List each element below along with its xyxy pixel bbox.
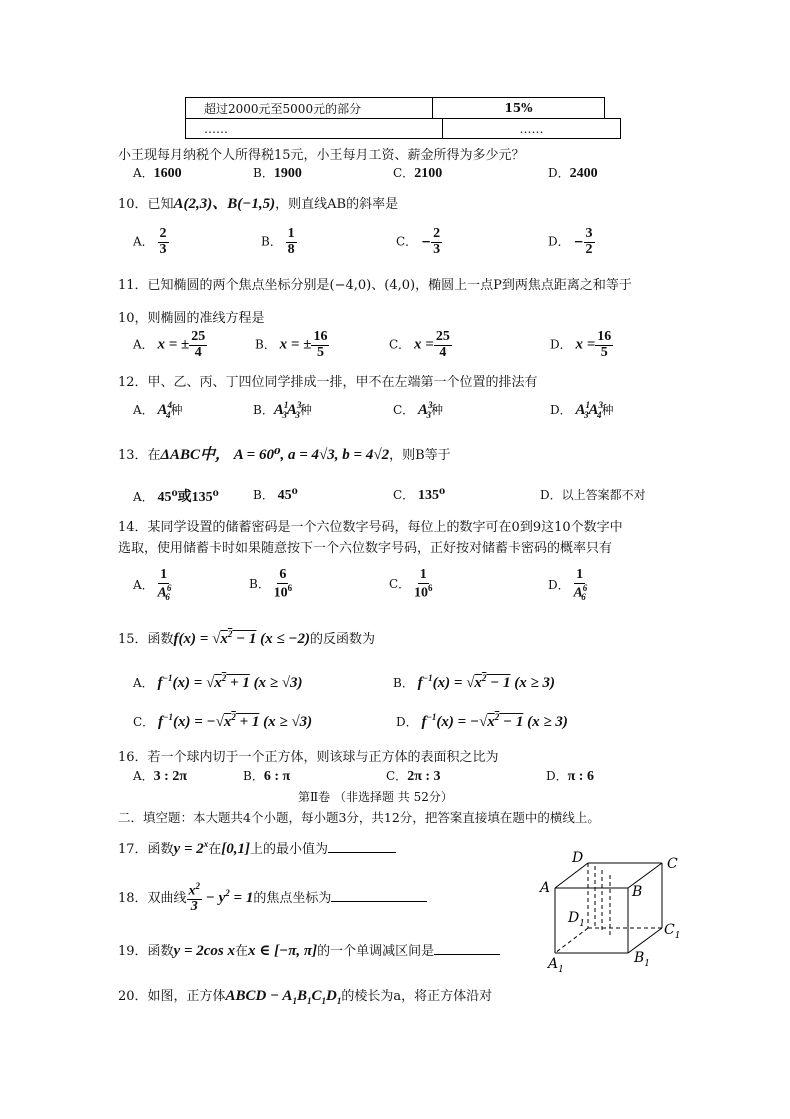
- q10-option-c[interactable]: C． − $\frac{2}{3}$: [396, 226, 441, 257]
- q9-option-c[interactable]: [393, 164, 442, 182]
- option-letter: B．: [243, 769, 264, 783]
- option-letter: B．: [253, 166, 274, 180]
- option-value: 1900: [273, 166, 302, 181]
- fraction: $\frac{1}{A^6_6}$: [573, 567, 588, 603]
- cube-figure: [530, 848, 690, 973]
- q15-prefix: 15．函数: [118, 632, 174, 647]
- q12-stem: 12．甲、乙、丙、丁四位同学排成一排，甲不在左端第一个位置的排法有: [118, 375, 538, 390]
- numerator: 3: [585, 226, 593, 241]
- numerator: 16: [313, 329, 328, 344]
- option-letter: C．: [393, 403, 415, 417]
- option-value: 1600: [153, 166, 182, 181]
- q17-answer-blank[interactable]: [328, 852, 396, 853]
- q10-option-b[interactable]: [261, 227, 297, 257]
- q11-option-b[interactable]: B． x = ± $\frac{16}{5}$: [255, 329, 328, 360]
- q12-option-b[interactable]: B．$A^1_3A^3_3$种: [253, 400, 312, 420]
- table-cell-rate-1: [432, 97, 605, 119]
- q16-stem: 16．若一个球内切于一个正方体，则该球与正方体的表面积之比为: [118, 750, 499, 765]
- numerator: 2: [159, 226, 167, 241]
- q19-prefix: 19．函数: [118, 944, 174, 959]
- option-letter: D．: [550, 337, 572, 352]
- option-value: 3 : 2π: [153, 769, 188, 784]
- option-letter: A．: [133, 676, 154, 690]
- section2-title: 第Ⅱ卷 （非选择题 共 52分）: [298, 790, 453, 804]
- label-A1: $A_1$: [548, 956, 564, 973]
- q12-option-a[interactable]: A． $A^4_4$种: [133, 400, 183, 420]
- q10-stem: [118, 192, 398, 213]
- q16-option-b[interactable]: [243, 767, 290, 785]
- q15-option-a[interactable]: A． $f^{-1}(x) = √x^2 + 1$ (x ≥ √3): [133, 673, 303, 691]
- option-letter: A．: [133, 337, 154, 352]
- denominator: 4: [194, 344, 202, 360]
- denominator: 8: [287, 241, 295, 257]
- q9-stem: 小王现每月纳税个人所得税15元，小王每月工资、薪金所得为多少元？: [118, 148, 525, 163]
- q11-option-a[interactable]: A． x = ± $\frac{25}{4}$: [133, 329, 206, 360]
- option-unit: 种: [601, 403, 614, 417]
- denominator: 5: [600, 344, 608, 360]
- q20-prefix: 20．如图，正方体: [118, 989, 226, 1004]
- label-D: D: [572, 850, 584, 866]
- denominator: 2: [585, 241, 593, 257]
- q13-prefix: 13．在: [118, 448, 161, 463]
- option-letter: D．: [548, 234, 570, 249]
- q9-option-b[interactable]: [253, 164, 302, 182]
- q18-prefix: 18．双曲线: [118, 891, 187, 907]
- table-cell-range-1: [185, 97, 433, 119]
- option-value: π : 6: [567, 769, 594, 784]
- label-B1: $B_1$: [634, 950, 651, 969]
- option-letter: D．: [540, 488, 562, 502]
- option-letter: D．: [548, 577, 570, 592]
- q13-option-d[interactable]: [540, 486, 646, 503]
- fraction: [158, 227, 169, 257]
- option-letter: A．: [133, 577, 154, 592]
- denominator: 5: [316, 344, 324, 360]
- denominator: 3: [433, 241, 441, 257]
- q15-option-d[interactable]: D． $f^{-1}(x) = -√x^2 - 1$ (x ≥ 3): [396, 712, 568, 730]
- option-letter: D．: [546, 769, 568, 783]
- edge-AD: [555, 863, 588, 888]
- q10-points: A(2,3)、B(−1,5): [173, 196, 276, 212]
- numerator: 25: [191, 329, 206, 344]
- q10-option-a[interactable]: [133, 227, 169, 257]
- q17-prefix: 17．函数: [118, 842, 174, 857]
- option-value: 135⁰: [418, 488, 446, 503]
- q18-stem: 18．双曲线 $\frac{x^2}{3}$ − $y^2 = 1$的焦点坐标为: [118, 882, 427, 915]
- q13-option-c[interactable]: [393, 486, 445, 504]
- q16-option-a[interactable]: [133, 767, 187, 785]
- option-value: 45⁰或135⁰: [157, 490, 219, 505]
- option-letter: A．: [133, 490, 154, 504]
- q9-option-d[interactable]: [548, 164, 598, 182]
- fraction: [286, 227, 297, 257]
- q20-suffix: 的棱长为a，将正方体沿对: [341, 989, 493, 1004]
- q19-suffix: 的一个单调减区间是: [317, 944, 435, 959]
- option-value: 以上答案都不对: [561, 488, 646, 502]
- numerator: 16: [597, 329, 612, 344]
- q12-option-d[interactable]: D． $A^1_3A^3_4$种: [550, 400, 614, 420]
- label-C: C: [667, 856, 678, 872]
- q10-prefix: 10．已知: [118, 197, 174, 212]
- option-letter: A．: [133, 166, 154, 180]
- q11-option-d[interactable]: D． x = $\frac{16}{5}$: [550, 329, 612, 360]
- denominator: 4: [439, 344, 447, 360]
- option-letter: B．: [253, 403, 274, 417]
- q20-stem: 20．如图，正方体ABCD − $A_1B_1C_1D_1$的棱长为a，将正方体沿对: [118, 988, 493, 1006]
- fraction: [584, 227, 595, 257]
- q13-math: ΔABC中， A = 60⁰, a = 4√3, b = 4√2: [160, 447, 390, 463]
- option-letter: B．: [253, 488, 274, 502]
- option-letter: C．: [393, 488, 415, 502]
- numerator: 2: [433, 226, 441, 241]
- option-letter: C．: [386, 769, 408, 783]
- q14-option-b[interactable]: [249, 568, 292, 601]
- table-ellipsis: ……: [519, 121, 544, 136]
- option-value: 2400: [569, 166, 598, 181]
- q10-suffix: ，则直线AB的斜率是: [275, 197, 399, 212]
- option-value: 2π : 3: [407, 769, 441, 784]
- q18-answer-blank[interactable]: [331, 901, 427, 902]
- table-range-text: 超过2000元至5000元的部分: [204, 101, 362, 116]
- label-B: B: [632, 884, 643, 900]
- fraction: [311, 330, 329, 360]
- option-unit: 种: [431, 403, 444, 417]
- q14-stem-line1: 14．某同学设置的储蓄密码是一个六位数字号码，每位上的数字可在0到9这10个数字中: [118, 520, 623, 535]
- option-letter: A．: [133, 234, 154, 249]
- q13-option-a[interactable]: [133, 486, 219, 506]
- q17-stem: 17．函数$y = 2^x$在[0,1]上的最小值为: [118, 838, 396, 858]
- option-value: 45⁰: [277, 488, 298, 503]
- option-letter: B．: [261, 234, 282, 249]
- q16-option-d[interactable]: [546, 767, 594, 785]
- q19-stem: 19．函数y = 2cos x在x ∈ [−π, π]的一个单调减区间是: [118, 940, 500, 960]
- table-ellipsis: ……: [204, 121, 228, 136]
- q9-option-a[interactable]: [133, 164, 182, 182]
- option-letter: D．: [548, 166, 570, 180]
- option-letter: C．: [393, 166, 415, 180]
- option-value: 6 : π: [263, 769, 291, 784]
- label-A: A: [540, 880, 551, 896]
- edge-D1A1: [555, 928, 588, 953]
- q14-option-d[interactable]: [548, 568, 586, 603]
- label-D1: $D_1$: [568, 910, 585, 929]
- q18-suffix: 的焦点坐标为: [253, 891, 332, 907]
- denominator: 3: [159, 241, 167, 257]
- table-cell-rate-2: [442, 118, 621, 139]
- q14-stem-line2: 选取，使用储蓄卡时如果随意按下一个六位数字号码，正好按对储蓄卡密码的概率只有: [118, 541, 613, 556]
- q15-suffix: 的反函数为: [309, 632, 375, 647]
- option-letter: A．: [133, 403, 154, 417]
- fraction: [189, 330, 207, 360]
- q13-suffix: ，则B等于: [389, 448, 451, 463]
- fraction: [434, 330, 452, 360]
- option-letter: B．: [249, 577, 270, 592]
- fraction: $\frac{6}{10^6}$: [273, 567, 293, 601]
- option-unit: 种: [170, 403, 183, 417]
- table-rate-text: 15%: [504, 101, 533, 115]
- table-cell-range-2: [185, 118, 443, 139]
- q15-stem: 15．函数$f(x) = √x^2 - 1$ (x ≤ −2)的反函数为: [118, 629, 375, 647]
- option-value: 2100: [414, 166, 443, 181]
- option-letter: C．: [389, 337, 411, 352]
- option-letter: B．: [255, 337, 276, 352]
- q13-option-b[interactable]: [253, 486, 298, 504]
- numerator: 25: [435, 329, 450, 344]
- q13-stem: [118, 443, 451, 464]
- q11-stem-line2: 10，则椭圆的准线方程是: [118, 311, 265, 326]
- q19-answer-blank[interactable]: [434, 954, 500, 955]
- section2-instructions: 二．填空题：本大题共4个小题，每小题3分，共12分，把答案直接填在题中的横线上。: [118, 810, 600, 825]
- q17-suffix: 上的最小值为: [250, 842, 329, 857]
- option-letter: D．: [550, 403, 572, 417]
- fraction: $\frac{1}{A^6_6}$: [157, 567, 172, 603]
- q12-option-c[interactable]: C． $A^3_3$种: [393, 400, 444, 420]
- numerator: 1: [287, 226, 295, 241]
- option-letter: C．: [133, 715, 155, 729]
- q10-option-d[interactable]: D． − $\frac{3}{2}$: [548, 226, 593, 257]
- q14-option-a[interactable]: [133, 568, 170, 603]
- fraction: $\frac{1}{10^6}$: [414, 567, 433, 601]
- fraction: [595, 330, 613, 360]
- q15-option-c[interactable]: C． $f^{-1}(x) = -√x^2 + 1$ (x ≥ √3): [133, 712, 313, 730]
- option-letter: D．: [396, 715, 418, 729]
- q11-option-c[interactable]: C． x = $\frac{25}{4}$: [389, 329, 450, 360]
- option-letter: C．: [389, 577, 411, 592]
- q16-option-c[interactable]: [386, 767, 441, 785]
- option-letter: B．: [393, 676, 414, 690]
- q15-option-b[interactable]: B． $f^{-1}(x) = √x^2 - 1$ (x ≥ 3): [393, 673, 555, 691]
- q14-option-c[interactable]: [389, 568, 433, 601]
- option-letter: A．: [133, 769, 154, 783]
- label-C1: $C_1$: [664, 922, 681, 941]
- option-letter: C．: [396, 234, 418, 249]
- option-unit: 种: [299, 403, 312, 417]
- q11-stem-line1: 11．已知椭圆的两个焦点坐标分别是(−4,0)、(4,0)，椭圆上一点P到两焦点距离之和等于: [118, 278, 632, 293]
- fraction: [431, 227, 442, 257]
